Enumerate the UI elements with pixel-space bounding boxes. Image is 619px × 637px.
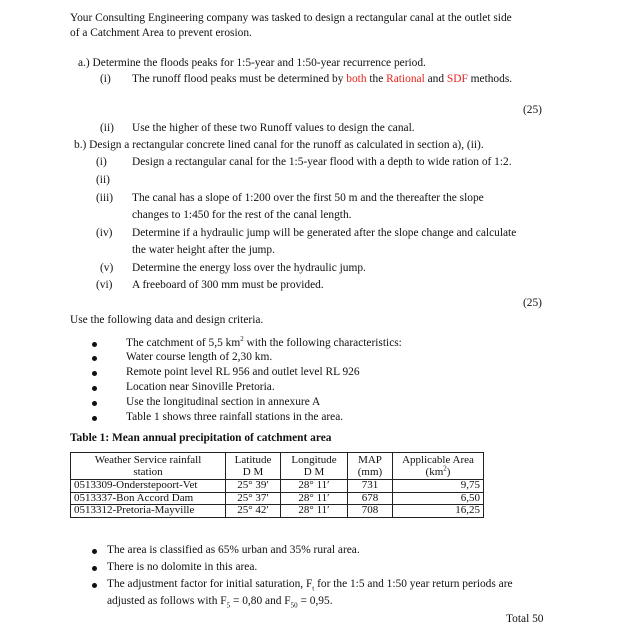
cell-area: 9,75 xyxy=(393,480,484,493)
section-a-label: a.) Determine the floods peaks for 1:5-year and 1:50-year recurrence period. xyxy=(78,57,426,69)
header-map: MAP (mm) xyxy=(348,453,393,480)
table-row xyxy=(71,492,484,505)
table-row xyxy=(71,480,484,493)
criteria-bullet: Table 1 shows three rainfall stations in the area. xyxy=(126,411,344,423)
criteria-heading: Use the following data and design criteria. xyxy=(70,314,264,326)
note-adjustment-values: adjusted as follows with $F_5 = 0,80$ and $F_{50} = 0,95$. xyxy=(107,595,333,610)
section-b-item-text: The canal has a slope of 1:200 over the first 50 m and the thereafter the slope xyxy=(132,192,484,204)
bullet-icon xyxy=(92,371,97,376)
cell-map: 731 xyxy=(348,480,393,493)
criteria-bullet: The catchment of 5,5 $km^2$ with the following characteristics: xyxy=(126,335,402,349)
note-adjustment-factor: The adjustment factor for initial saturation, $F_t$ for the 1:5 and 1:50 year return periods are xyxy=(107,578,513,593)
bullet-icon xyxy=(92,342,97,347)
cell-area: 16,25 xyxy=(393,505,484,518)
header-station: Weather Service rainfall station xyxy=(71,453,226,480)
total-marks: Total 50 xyxy=(506,613,544,625)
cell-latitude: 25° 37′ xyxy=(226,492,281,505)
emphasis-rational: Rational xyxy=(386,73,425,85)
header-area: Applicable Area $(km^2)$ xyxy=(393,453,484,480)
criteria-bullet: Location near Sinoville Pretoria. xyxy=(126,381,275,393)
criteria-bullet: Water course length of 2,30 km. xyxy=(126,351,273,363)
criteria-bullet: Use the longitudinal section in annexure A xyxy=(126,396,321,408)
header-longitude: Longitude D M xyxy=(281,453,348,480)
cell-latitude: 25° 42′ xyxy=(226,505,281,518)
bullet-icon xyxy=(92,401,97,406)
bullet-icon xyxy=(92,416,97,421)
table-caption: Table 1: Mean annual precipitation of catchment area xyxy=(70,432,332,444)
section-b-item-number: (iii) xyxy=(96,192,114,204)
section-a-item-ii-number: (ii) xyxy=(100,122,114,134)
cell-map: 678 xyxy=(348,492,393,505)
cell-longitude: 28° 11′ xyxy=(281,505,348,518)
cell-station: 0513337-Bon Accord Dam xyxy=(71,492,226,505)
criteria-bullet: Remote point level RL 956 and outlet level RL 926 xyxy=(126,366,360,378)
bullet-icon xyxy=(92,566,97,571)
section-b-item-number: (vi) xyxy=(96,279,113,291)
section-b-item-number: (v) xyxy=(100,262,114,274)
header-latitude: Latitude D M xyxy=(226,453,281,480)
bullet-icon xyxy=(92,386,97,391)
section-b-label: b.) Design a rectangular concrete lined canal for the runoff as calculated in section a), (ii). xyxy=(74,139,484,151)
emphasis-sdf: SDF xyxy=(446,73,468,85)
section-b-item-number: (ii) xyxy=(96,174,110,186)
section-b-item-text: Determine the energy loss over the hydraulic jump. xyxy=(132,262,366,274)
section-b-marks: (25) xyxy=(523,297,542,309)
section-b-item-text-cont: changes to 1:450 for the rest of the canal length. xyxy=(132,209,352,221)
bullet-icon xyxy=(92,583,97,588)
note-dolomite: There is no dolomite in this area. xyxy=(107,561,258,573)
section-a-item-ii-text: Use the higher of these two Runoff values to design the canal. xyxy=(132,122,415,134)
section-b-item-number: (i) xyxy=(96,156,107,168)
table-row xyxy=(71,505,484,518)
cell-longitude: 28° 11′ xyxy=(281,492,348,505)
section-b-item-number: (iv) xyxy=(96,227,113,239)
section-a-item-i-text: The runoff flood peaks must be determined by both the Rational and SDF methods. xyxy=(132,73,513,85)
note-urban-rural: The area is classified as 65% urban and 35% rural area. xyxy=(107,544,360,556)
cell-longitude: 28° 11′ xyxy=(281,480,348,493)
section-b-item-text: Design a rectangular canal for the 1:5-year flood with a depth to wide ration of 1:2. xyxy=(132,156,512,168)
bullet-icon xyxy=(92,356,97,361)
bullet-icon xyxy=(92,549,97,554)
section-b-item-text-cont: the water height after the jump. xyxy=(132,244,275,256)
cell-area: 6,50 xyxy=(393,492,484,505)
emphasis-both: both xyxy=(346,73,367,85)
cell-map: 708 xyxy=(348,505,393,518)
cell-station: 0513312-Pretoria-Mayville xyxy=(71,505,226,518)
precipitation-table xyxy=(70,452,484,518)
section-a-item-i-number: (i) xyxy=(100,73,111,85)
cell-latitude: 25° 39′ xyxy=(226,480,281,493)
intro-line-1: Your Consulting Engineering company was tasked to design a rectangular canal at the outlet side xyxy=(70,12,512,24)
section-b-item-text: Determine if a hydraulic jump will be generated after the slope change and calculate xyxy=(132,227,517,239)
table-header-row xyxy=(71,453,484,480)
cell-station: 0513309-Onderstepoort-Vet xyxy=(71,480,226,493)
section-b-item-text: A freeboard of 300 mm must be provided. xyxy=(132,279,324,291)
section-a-marks: (25) xyxy=(523,104,542,116)
intro-line-2: of a Catchment Area to prevent erosion. xyxy=(70,27,252,39)
